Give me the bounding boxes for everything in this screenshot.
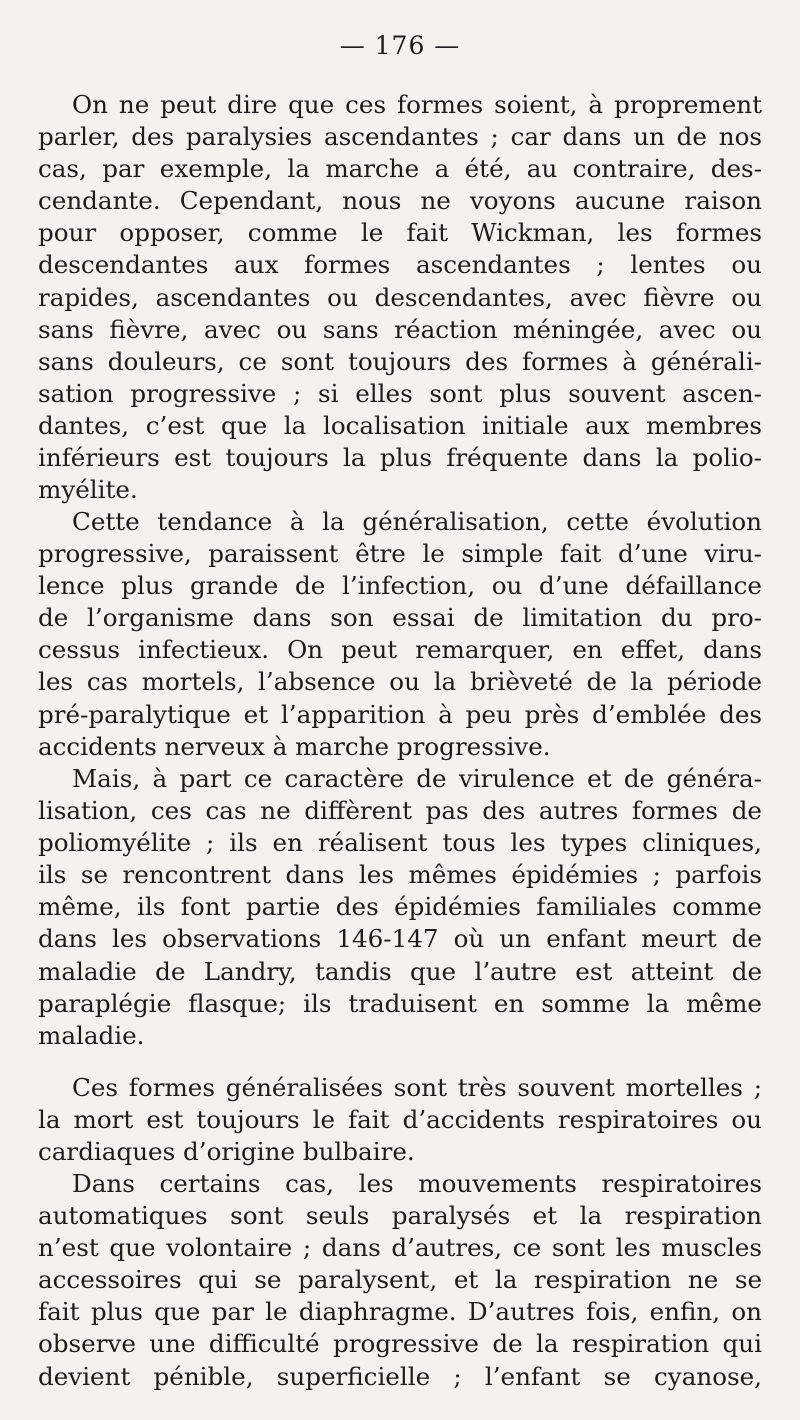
text-line: de l’organisme dans son essai de limitation du pro- — [38, 603, 762, 633]
text-line: cas, par exemple, la marche a été, au contraire, des- — [38, 154, 762, 184]
paragraph-4 — [38, 1072, 762, 1168]
text-line: cessus infectieux. On peut remarquer, en effet, dans — [38, 635, 762, 665]
text-line: les cas mortels, l’absence ou la brièveté de la période — [38, 667, 762, 697]
text-line: dans les observations 146-147 où un enfant meurt de — [38, 924, 762, 954]
text-line: Mais, à part ce caractère de virulence et de généra- — [72, 764, 762, 793]
text-line: Cette tendance à la généralisation, cette évolution — [72, 507, 762, 536]
text-line: lence plus grande de l’infection, ou d’une défaillance — [38, 571, 762, 601]
text-line: sans douleurs, ce sont toujours des formes à générali- — [38, 346, 762, 376]
text-line: myélite. — [38, 475, 138, 505]
paragraph-2 — [38, 506, 762, 763]
text-line: progressive, paraissent être le simple fait d’une viru- — [38, 539, 762, 569]
paragraph-5 — [38, 1168, 762, 1393]
text-line: poliomyélite ; ils en réalisent tous les types cliniques, — [38, 828, 762, 858]
text-line: maladie de Landry, tandis que l’autre est atteint de — [38, 956, 762, 986]
text-line: maladie. — [38, 1020, 145, 1050]
text-line: cendante. Cependant, nous ne voyons aucune raison — [38, 186, 762, 216]
text-line: observe une difficulté progressive de la respiration qui — [38, 1329, 762, 1359]
text-line: cardiaques d’origine bulbaire. — [38, 1137, 415, 1167]
text-line: On ne peut dire que ces formes soient, à proprement — [72, 90, 762, 119]
text-line: pour opposer, comme le fait Wickman, les formes — [38, 218, 762, 248]
text-line: sation progressive ; si elles sont plus souvent ascen- — [38, 378, 762, 408]
text-line: Dans certains cas, les mouvements respiratoires — [72, 1169, 762, 1198]
text-line: lisation, ces cas ne diffèrent pas des autres formes de — [38, 796, 762, 826]
text-line: sans fièvre, avec ou sans réaction méningée, avec ou — [38, 314, 762, 344]
paragraph-1 — [38, 89, 762, 506]
paragraph-3 — [38, 763, 762, 1052]
text-line: paraplégie flasque; ils traduisent en somme la même — [38, 988, 762, 1018]
text-line: dantes, c’est que la localisation initiale aux membres — [38, 410, 762, 440]
text-line: n’est que volontaire ; dans d’autres, ce sont les muscles — [38, 1233, 762, 1263]
text-line: parler, des paralysies ascendantes ; car dans un de nos — [38, 122, 762, 152]
text-line: accessoires qui se paralysent, et la respiration ne se — [38, 1265, 762, 1295]
text-line: la mort est toujours le fait d’accidents respiratoires ou — [38, 1105, 762, 1135]
text-line: automatiques sont seuls paralysés et la respiration — [38, 1201, 762, 1231]
text-line: ils se rencontrent dans les mêmes épidémies ; parfois — [38, 860, 762, 890]
text-line: fait plus que par le diaphragme. D’autres fois, enfin, on — [38, 1297, 762, 1327]
text-line: pré-paralytique et l’apparition à peu près d’emblée des — [38, 699, 762, 729]
text-line: descendantes aux formes ascendantes ; lentes ou — [38, 250, 762, 280]
text-line: devient pénible, superficielle ; l’enfant se cyanose, — [38, 1361, 762, 1391]
text-line: même, ils font partie des épidémies familiales comme — [38, 892, 762, 922]
text-line: accidents nerveux à marche progressive. — [38, 731, 551, 761]
text-line: Ces formes généralisées sont très souvent mortelles ; — [72, 1073, 762, 1102]
page-number: — 176 — — [339, 31, 461, 60]
text-line: inférieurs est toujours la plus fréquente dans la polio- — [38, 443, 762, 473]
text-line: rapides, ascendantes ou descendantes, avec fièvre ou — [38, 282, 762, 312]
